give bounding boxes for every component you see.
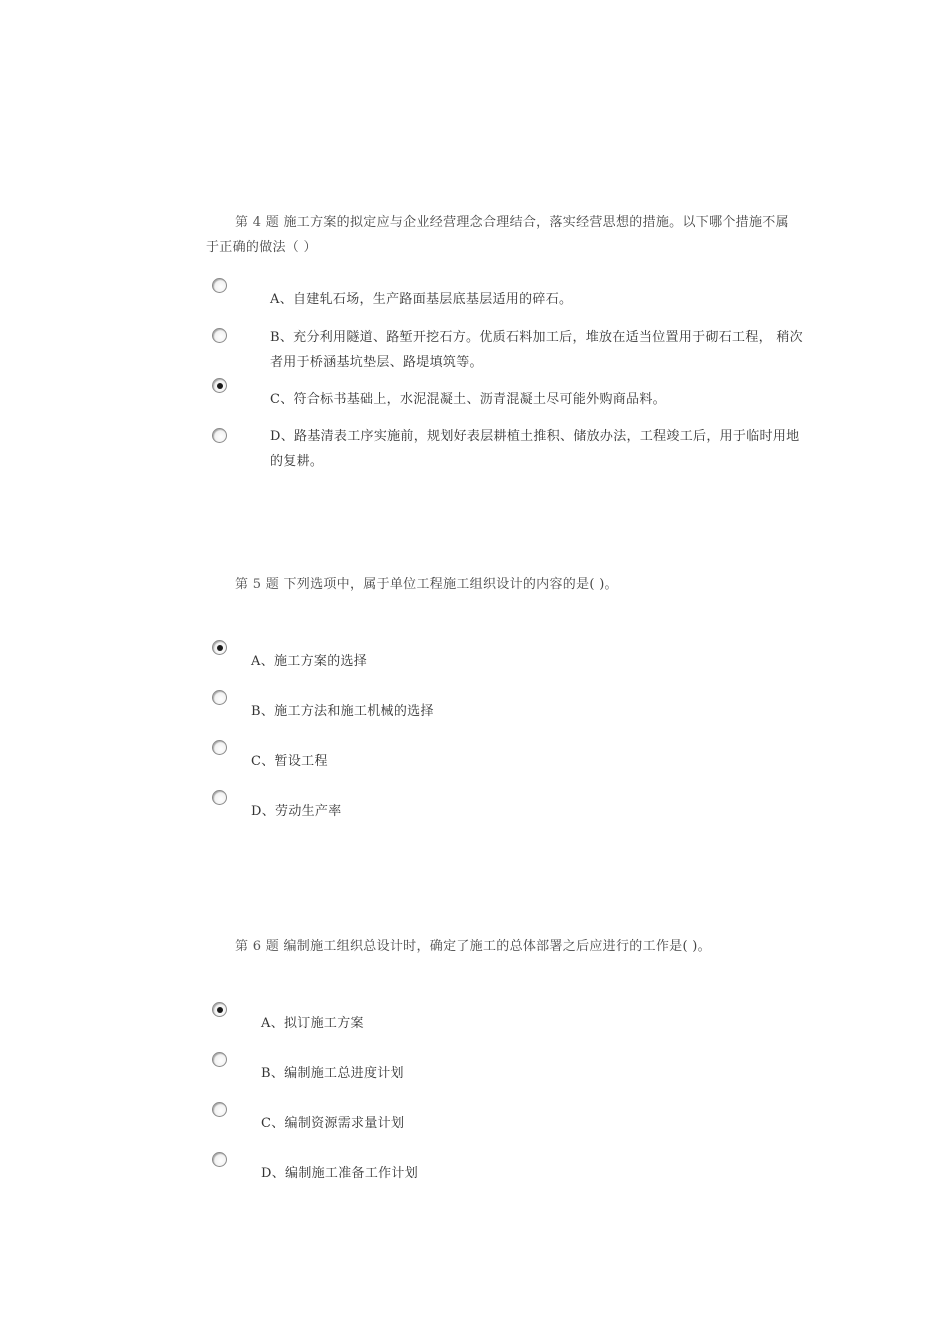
option-label: C、符合标书基础上，水泥混凝土、沥青混凝土尽可能外购商品料。: [270, 392, 666, 407]
question-5-stem: 下列选项中，属于单位工程施工组织设计的内容的是( )。: [283, 577, 618, 592]
option-label: A、自建轧石场，生产路面基层底基层适用的碎石。: [270, 292, 573, 307]
question-4-number: 第 4 题: [235, 215, 280, 230]
question-5-number: 第 5 题: [235, 577, 280, 592]
question-6-text: [206, 934, 726, 959]
question-4-text: [206, 210, 796, 260]
option-label: D、劳动生产率: [251, 804, 342, 819]
radio-button[interactable]: [212, 1152, 227, 1167]
radio-button[interactable]: [212, 790, 227, 805]
radio-button-selected[interactable]: [212, 640, 227, 655]
option-label: C、编制资源需求量计划: [261, 1116, 405, 1131]
option-label: B、编制施工总进度计划: [261, 1066, 404, 1081]
radio-button[interactable]: [212, 1052, 227, 1067]
question-6-number: 第 6 题: [235, 939, 280, 954]
option-label: B、施工方法和施工机械的选择: [251, 704, 434, 719]
option-label: D、编制施工准备工作计划: [261, 1166, 419, 1181]
radio-button[interactable]: [212, 1102, 227, 1117]
question-5-text: [206, 572, 626, 597]
option-label: A、拟订施工方案: [261, 1016, 364, 1031]
option-label: D、路基清表工序实施前，规划好表层耕植土推积、储放办法，工程竣工后，用于临时用地的复耕。: [270, 429, 800, 469]
question-6-stem: 编制施工组织总设计时，确定了施工的总体部署之后应进行的工作是( )。: [283, 939, 711, 954]
radio-button[interactable]: [212, 428, 227, 443]
radio-button[interactable]: [212, 278, 227, 293]
option-label: B、充分利用隧道、路堑开挖石方。优质石料加工后，堆放在适当位置用于砌石工程， 稍次者用于桥涵基坑垫层、路堤填筑等。: [270, 330, 803, 370]
question-4-stem: 施工方案的拟定应与企业经营理念合理结合，落实经营思想的措施。以下哪个措施不属于正确的做法（ ）: [206, 215, 789, 255]
radio-button[interactable]: [212, 740, 227, 755]
option-label: C、暂设工程: [251, 754, 328, 769]
radio-button[interactable]: [212, 690, 227, 705]
radio-button-selected[interactable]: [212, 378, 227, 393]
radio-button-selected[interactable]: [212, 1002, 227, 1017]
radio-button[interactable]: [212, 328, 227, 343]
option-label: A、施工方案的选择: [251, 654, 368, 669]
